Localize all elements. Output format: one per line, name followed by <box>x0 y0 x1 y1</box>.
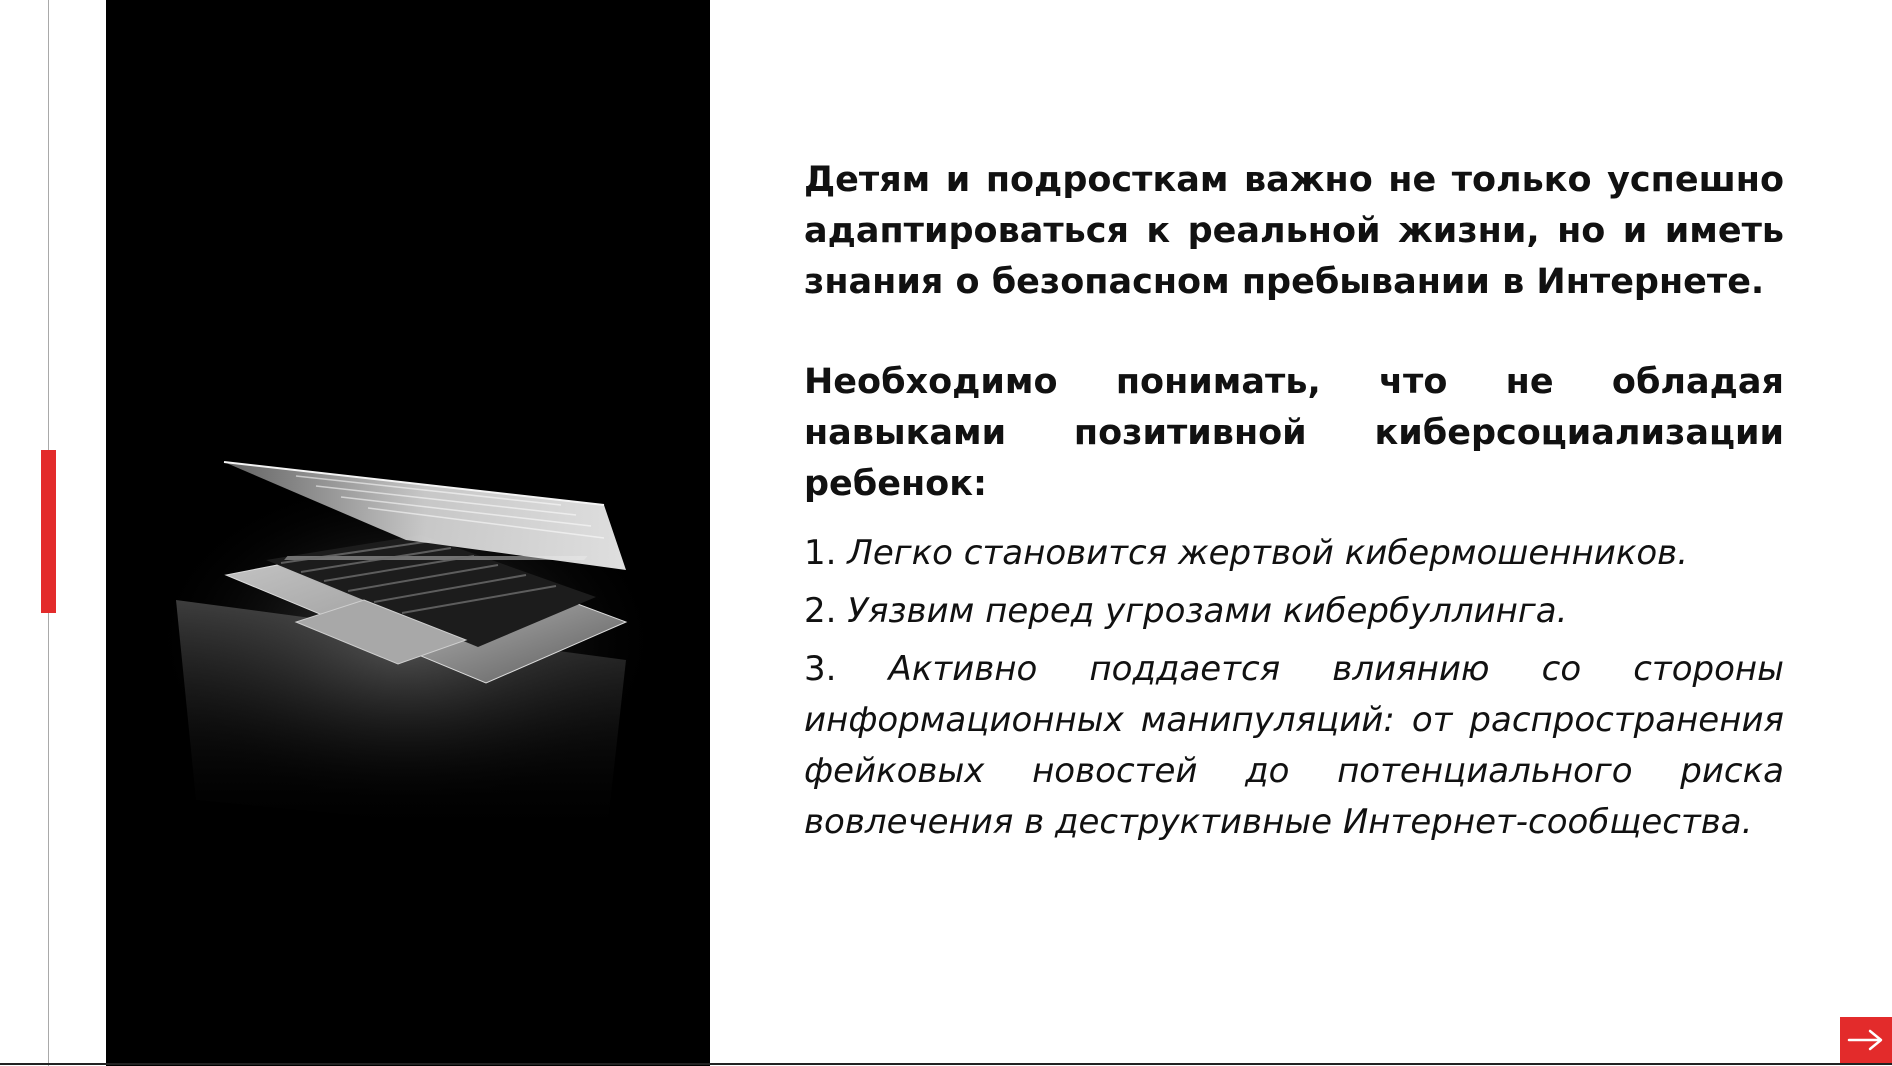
list-text: Легко становится жертвой кибермошенников. <box>836 533 1689 573</box>
accent-marker <box>41 450 56 613</box>
intro-paragraph: Детям и подросткам важно не только успешно адаптироваться к реальной жизни, но и иметь знания о безопасном пребывании в Интернете. <box>804 160 1784 302</box>
list-number: 1. <box>804 533 837 573</box>
list-number: 2. <box>804 591 837 631</box>
risk-list <box>804 528 1784 848</box>
list-item <box>804 644 1784 848</box>
laptop-illustration <box>106 0 710 1066</box>
list-item <box>804 528 1784 579</box>
arrow-right-icon <box>1846 1027 1886 1053</box>
list-text: Уязвим перед угрозами кибербуллинга. <box>836 591 1568 631</box>
next-slide-button[interactable] <box>1840 1017 1892 1063</box>
lead-in-paragraph: Необходимо понимать, что не обладая навыками позитивной киберсоциализации ребенок: <box>804 362 1784 504</box>
list-number: 3. <box>804 649 837 689</box>
laptop-photo <box>106 0 710 1066</box>
list-text: Активно поддается влиянию со стороны информационных манипуляций: от распространения фейковых новостей до потенциального риска вовлечения в деструктивные Интернет-сообщества. <box>804 649 1784 842</box>
list-item <box>804 586 1784 637</box>
slide-text <box>804 155 1784 855</box>
bottom-divider-line <box>0 1063 1892 1065</box>
